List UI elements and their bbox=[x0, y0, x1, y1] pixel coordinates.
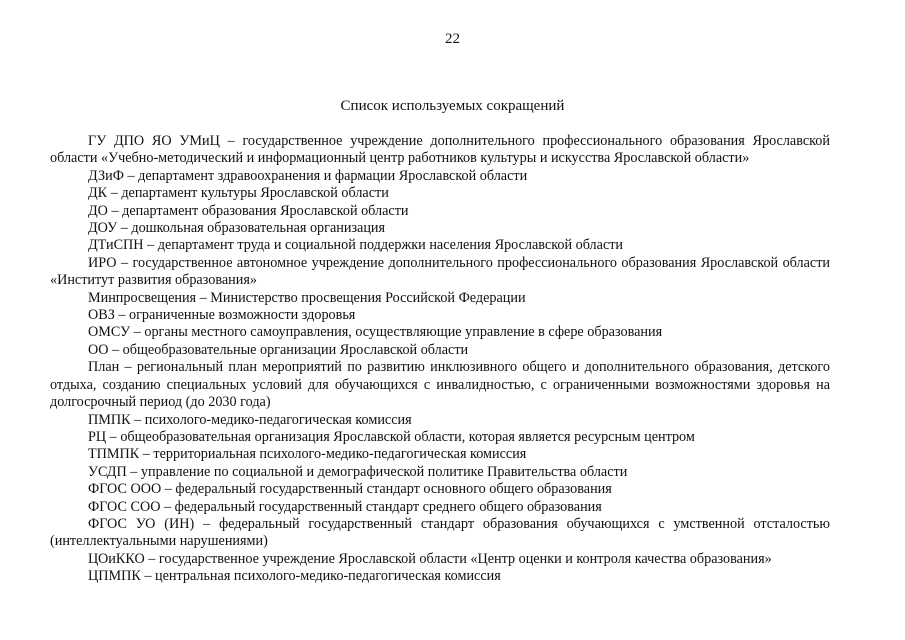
abbreviation-list bbox=[50, 133, 830, 586]
abbreviation-item: ИРО – государственное автономное учреждение дополнительного профессионального образования Ярославской области «Институт развития образования» bbox=[50, 254, 830, 289]
abbreviation-item: ФГОС СОО – федеральный государственный стандарт среднего общего образования bbox=[88, 498, 602, 515]
abbreviation-item: ЦПМПК – центральная психолого-медико-педагогическая комиссия bbox=[88, 568, 501, 585]
abbreviation-item: Минпросвещения – Министерство просвещения Российской Федерации bbox=[88, 289, 526, 306]
abbreviation-item: ПМПК – психолого-медико-педагогическая комиссия bbox=[88, 411, 412, 428]
abbreviation-item: ДТиСПН – департамент труда и социальной поддержки населения Ярославской области bbox=[88, 237, 624, 254]
abbreviation-item: ЦОиККО – государственное учреждение Ярославской области «Центр оценки и контроля качества образования» bbox=[88, 550, 772, 567]
page-number: 22 bbox=[445, 31, 460, 47]
abbreviation-item: ОМСУ – органы местного самоуправления, осуществляющие управление в сфере образования bbox=[88, 324, 663, 341]
abbreviation-item: ДК – департамент культуры Ярославской области bbox=[88, 185, 389, 202]
abbreviation-item: ДО – департамент образования Ярославской области bbox=[88, 202, 409, 219]
abbreviation-item: РЦ – общеобразовательная организация Ярославской области, которая является ресурсным центром bbox=[88, 428, 695, 445]
abbreviation-item: ФГОС УО (ИН) – федеральный государственный стандарт образования обучающихся с умственной отсталостью (интеллектуальными нарушениями) bbox=[50, 515, 830, 550]
abbreviation-item: ФГОС ООО – федеральный государственный стандарт основного общего образования bbox=[88, 481, 612, 498]
abbreviation-item: План – региональный план мероприятий по развитию инклюзивного общего и дополнительного образования, детского отдыха, созданию специальных условий для обучающихся с инвалидностью, с ограниченными возможностями здоровья на долгосрочный период (до 2030 года) bbox=[50, 359, 830, 411]
abbreviation-item: ДОУ – дошкольная образовательная организация bbox=[88, 220, 386, 237]
abbreviation-item: УСДП – управление по социальной и демографической политике Правительства области bbox=[88, 463, 628, 480]
abbreviation-item: ОО – общеобразовательные организации Ярославской области bbox=[88, 341, 469, 358]
abbreviation-item: ТПМПК – территориальная психолого-медико-педагогическая комиссия bbox=[88, 446, 527, 463]
abbreviation-item: ДЗиФ – департамент здравоохранения и фармации Ярославской области bbox=[88, 167, 528, 184]
abbreviation-item: ГУ ДПО ЯО УМиЦ – государственное учреждение дополнительного профессионального образования Ярославской области «Учебно-методический и информационный центр работников культуры и искусства Ярославской области» bbox=[50, 133, 830, 167]
abbreviation-item: ОВЗ – ограниченные возможности здоровья bbox=[88, 307, 356, 324]
page-title: Список используемых сокращений bbox=[340, 98, 565, 114]
